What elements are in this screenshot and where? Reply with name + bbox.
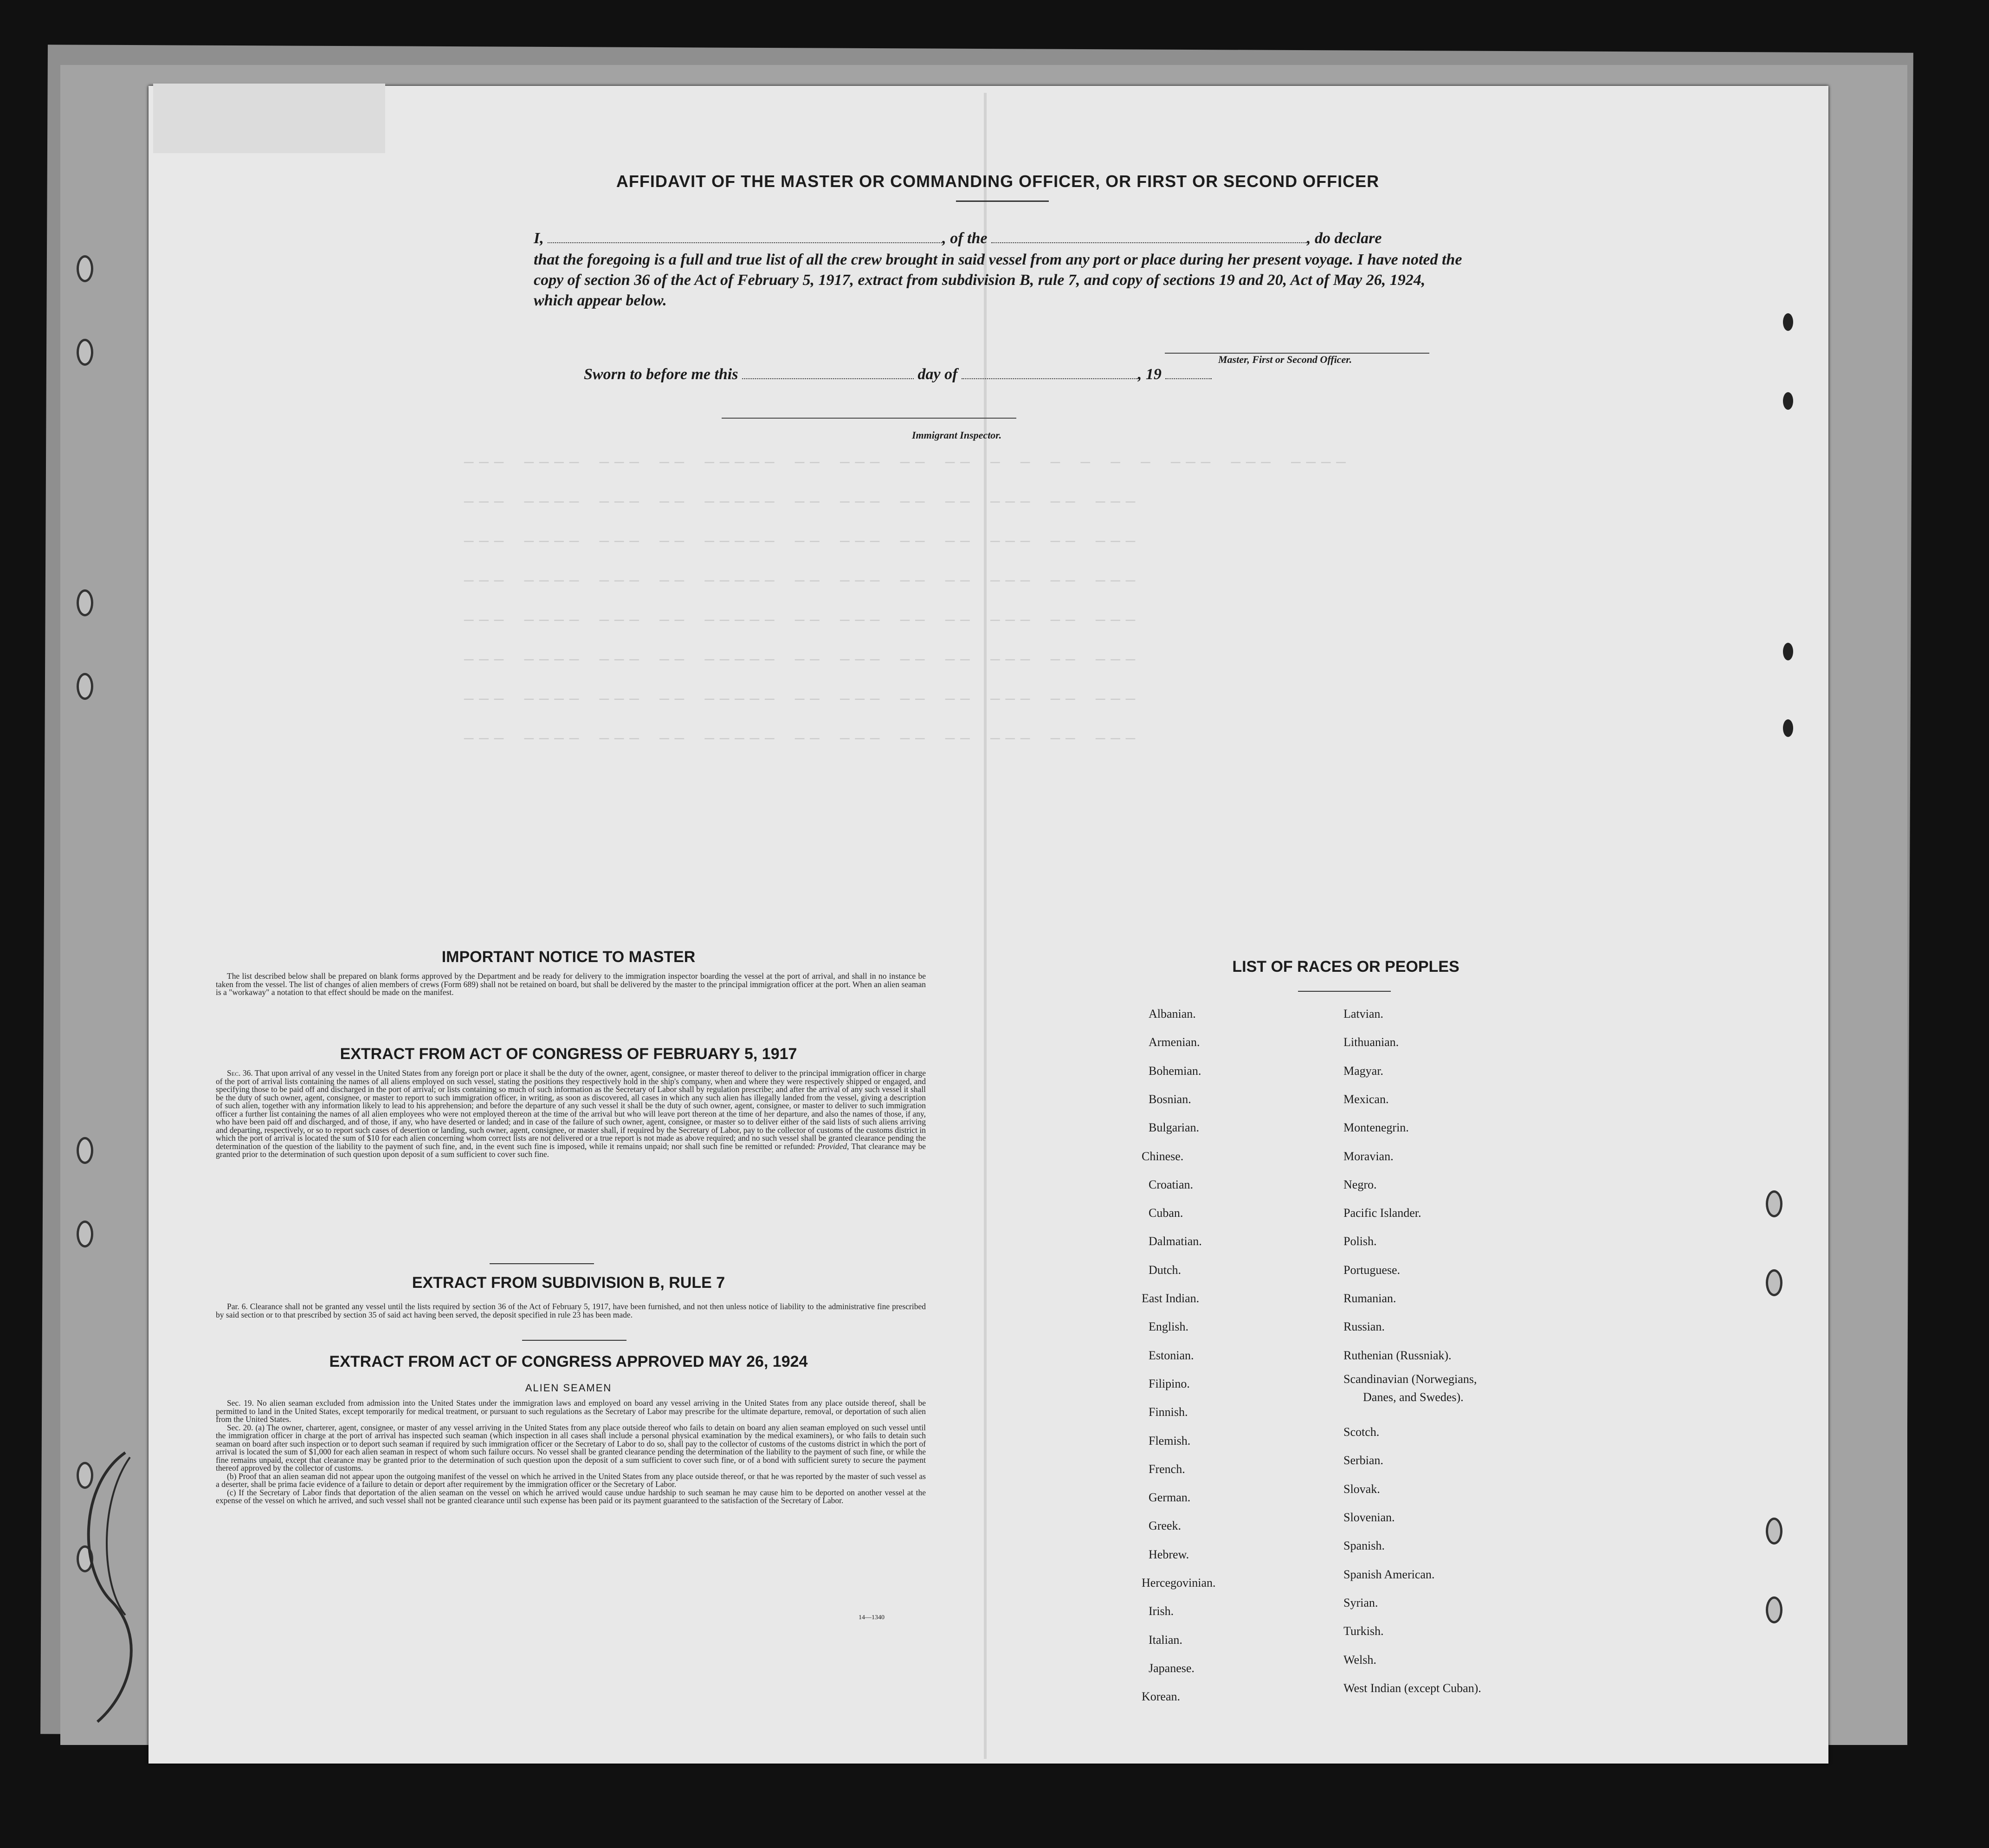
race-item: Scandinavian (Norwegians, bbox=[1343, 1372, 1477, 1386]
sec-20a-paragraph: Sec. 20. (a) The owner, charterer, agent, consignee, or master of any vessel arriving in the United States from any place outside thereof who fails to detain on board any alien seaman employed on such vessel until the immigration officer in charge at the port of arrival has inspected such seaman (which inspection in all cases shall include a personal physical examination by the medical examiners), or who fails to detain such seaman on board after such inspection or to deport such seaman if required by such immigration officer or the Secretary of Labor to do so, shall pay to the collector of customs of the customs district in which the port of arrival is located the sum of $1,000 for each alien seaman in respect of whom such failure occurs. No vessel shall be granted clearance pending the determination of the liability to the payment of such fine, or while the fine remains unpaid, except that clearance may be granted prior to the determination of such question upon the deposit of a sum sufficient to cover such fine, or of a bond with sufficient surety to secure the payment thereof approved by the collector of customs. bbox=[216, 1422, 926, 1473]
race-item: Serbian. bbox=[1343, 1454, 1383, 1467]
race-item: Syrian. bbox=[1343, 1596, 1378, 1609]
race-item: Cuban. bbox=[1149, 1206, 1183, 1220]
sec-19-paragraph: Sec. 19. No alien seaman excluded from admission into the United States under the immigration laws and employed on board any vessel arriving in the United States from any place outside thereof, shall be permitted to land in the United States, except temporarily for medical treatment, or pursuant to such regulations as the Secretary of Labor may prescribe for the ultimate departure, removal, or deportation of such alien from the United States. bbox=[216, 1398, 926, 1424]
race-item: English. bbox=[1149, 1320, 1188, 1334]
race-item: Russian. bbox=[1343, 1320, 1385, 1334]
paper-tab bbox=[153, 84, 385, 153]
inspector-signature-line[interactable] bbox=[722, 418, 1016, 419]
extract-1917-text bbox=[216, 1069, 926, 1159]
race-item: Korean. bbox=[1142, 1690, 1181, 1704]
race-item: Welsh. bbox=[1343, 1653, 1376, 1667]
section-36-text: That upon arrival of any vessel in the United States from any foreign port or place it shall be the duty of the owner, agent, consignee, or master thereof to deliver to the principal immigration officer in charge of the port of arrival lists containing the names of all aliens employed on such vessel, stating the positions they respectively hold in the ship's company, when and where they were respectively shipped or engaged, and specifying those to be paid off and discharged in the port of arrival; or lists containing so much of such information as the Secretary of Labor shall by regulation prescribe; and after the arrival of any such vessel it shall be the duty of such owner, agent, consignee, or master to report to such immigration officer, in writing, as soon as discovered, all cases in which any such alien has illegally landed from the vessel, giving a description of such alien, together with any information likely to lead to his apprehension; and before the departure of any such vessel it shall be the duty of such owner, agent, consignee, or master to deliver to such immigration officer a further list containing the names of all alien employees who were not employed thereon at the time of the arrival but who will leave port thereon at the time of her departure, and also the names of those, if any, who have been paid off and discharged, and of those, if any, who have deserted or landed; and in case of the failure of such owner, agent, consignee, or master so to deliver either of the said lists of such aliens arriving and departing, respectively, or so to report such cases of desertion or landing, such owner, agent, consignee, or master shall, if required by the Secretary of Labor, pay to the collector of customs of the customs district in which the port of arrival is located the sum of $10 for each alien concerning whom correct lists are not delivered or a true report is not made as above required; and no such vessel shall be granted clearance pending the determination of the question of the liability to the payment of such fine, and, in the event such fine is imposed, while it remains unpaid; nor shall such fine be remitted or refunded: bbox=[216, 1068, 926, 1151]
race-item: Estonian. bbox=[1149, 1348, 1194, 1362]
race-item: Dalmatian. bbox=[1149, 1234, 1202, 1248]
sec-20b-paragraph: (b) Proof that an alien seaman did not appear upon the outgoing manifest of the vessel on which he arrived in the United States from any place outside thereof, or that he was reported by the master of such vessel as a deserter, shall be prima facie evidence of a failure to detain or deport after requirement by the immigration officer or the Secretary of Labor. bbox=[216, 1471, 926, 1489]
affidavit-title: AFFIDAVIT OF THE MASTER OR COMMANDING OFFICER, OR FIRST OR SECOND OFFICER bbox=[616, 172, 1380, 191]
document-page bbox=[149, 86, 1828, 1764]
punch-hole bbox=[1783, 313, 1793, 331]
extract-rule7-text bbox=[216, 1303, 926, 1319]
race-item: Bohemian. bbox=[1149, 1064, 1201, 1078]
page-fold bbox=[984, 93, 987, 1759]
punch-hole bbox=[1766, 1190, 1782, 1217]
race-item: Italian. bbox=[1149, 1633, 1182, 1647]
year-prefix-label: , 19 bbox=[1137, 366, 1162, 383]
divider bbox=[490, 1263, 594, 1264]
punch-hole bbox=[77, 589, 93, 616]
punch-hole bbox=[1783, 719, 1793, 737]
master-signature-caption: Master, First or Second Officer. bbox=[1218, 354, 1352, 365]
race-item: Latvian. bbox=[1343, 1007, 1383, 1021]
race-item: Scotch. bbox=[1343, 1425, 1380, 1439]
race-item: Dutch. bbox=[1149, 1263, 1182, 1277]
races-title: LIST OF RACES OR PEOPLES bbox=[1232, 958, 1459, 976]
race-item: West Indian (except Cuban). bbox=[1343, 1681, 1481, 1695]
race-item: Pacific Islander. bbox=[1343, 1206, 1421, 1220]
divider bbox=[956, 200, 1049, 202]
punch-hole bbox=[77, 673, 93, 700]
race-item: Japanese. bbox=[1149, 1661, 1195, 1675]
race-item: Rumanian. bbox=[1343, 1292, 1396, 1305]
punch-hole bbox=[77, 1137, 93, 1164]
extract-rule7-title: EXTRACT FROM SUBDIVISION B, RULE 7 bbox=[412, 1274, 725, 1292]
race-item: Slovenian. bbox=[1343, 1511, 1395, 1524]
race-item: Montenegrin. bbox=[1343, 1121, 1409, 1135]
punch-hole bbox=[77, 339, 93, 366]
race-item: Irish. bbox=[1149, 1604, 1174, 1618]
punch-hole bbox=[1783, 643, 1793, 660]
affidavit-declare-label: , do declare bbox=[1307, 230, 1382, 247]
race-item: Bosnian. bbox=[1149, 1092, 1191, 1106]
affidavit-section bbox=[603, 172, 1392, 191]
race-item: Bulgarian. bbox=[1149, 1121, 1200, 1135]
day-of-label: day of bbox=[917, 366, 958, 383]
race-item: Portuguese. bbox=[1343, 1263, 1401, 1277]
extract-1917-title: EXTRACT FROM ACT OF CONGRESS OF FEBRUARY 5, 1917 bbox=[340, 1045, 797, 1063]
race-item: Magyar. bbox=[1343, 1064, 1383, 1078]
race-item: Finnish. bbox=[1149, 1405, 1188, 1419]
extract-1924-title: EXTRACT FROM ACT OF CONGRESS APPROVED MAY 26, 1924 bbox=[329, 1353, 808, 1370]
race-item: Ruthenian (Russniak). bbox=[1343, 1348, 1452, 1362]
inspector-signature-caption: Immigrant Inspector. bbox=[912, 429, 1002, 441]
race-item: German. bbox=[1149, 1491, 1191, 1505]
race-item: Spanish American. bbox=[1343, 1567, 1435, 1581]
notice-title: IMPORTANT NOTICE TO MASTER bbox=[441, 948, 696, 966]
punch-hole bbox=[1783, 392, 1793, 410]
divider bbox=[1298, 991, 1391, 992]
sworn-day-field[interactable] bbox=[742, 378, 914, 379]
race-item: Moravian. bbox=[1343, 1149, 1394, 1163]
punch-hole bbox=[77, 255, 93, 282]
sworn-month-field[interactable] bbox=[962, 378, 1138, 379]
race-item: Lithuanian. bbox=[1343, 1035, 1399, 1049]
punch-hole bbox=[1766, 1518, 1782, 1544]
race-item: Armenian. bbox=[1149, 1035, 1200, 1049]
race-item: Albanian. bbox=[1149, 1007, 1196, 1021]
race-item: Croatian. bbox=[1149, 1177, 1194, 1191]
affidavit-of-the-label: , of the bbox=[942, 230, 988, 247]
race-item: Flemish. bbox=[1149, 1434, 1191, 1447]
race-item: Spanish. bbox=[1343, 1539, 1385, 1553]
race-item: Chinese. bbox=[1142, 1149, 1184, 1163]
race-item: French. bbox=[1149, 1462, 1185, 1476]
race-item: Filipino. bbox=[1149, 1376, 1190, 1390]
punch-hole bbox=[1766, 1269, 1782, 1296]
bleed-through-rows: ─── ──── ─── ── ───── ── ─── ── ── ─ ─ ─ ─ ─ ─ ─── ─── ──── ─── ──── ─── ── ───── ── ─── ── ── ─── ── ─── ─── ──── ─── ── ───── ── ─── ── ── ─── ── ─── ─── ──── ─── ── ───── ── ─── ── ── ─── ── ─── ─── ──── ─── ── ───── ── ─── ── ── ─── ── ─── ─── ──── ─── ── ───── ── ─── ── ── ─── ── ─── ─── ──── ─── ── ───── ── ─── ── ── ─── ── ─── ─── ──── ─── ── ───── ── ─── ── ── ─── ── ─── bbox=[464, 455, 1351, 749]
proviso-text: That clearance may be granted prior to the determination of such question upon deposit of a sum sufficient to cover such fine. bbox=[216, 1141, 926, 1159]
race-item: Polish. bbox=[1343, 1234, 1377, 1248]
sworn-line bbox=[584, 364, 1212, 385]
notice-text bbox=[216, 972, 926, 997]
punch-hole bbox=[1766, 1596, 1782, 1623]
form-number: 14—1340 bbox=[859, 1614, 885, 1621]
affidavit-i-label: I, bbox=[534, 230, 544, 247]
sworn-label: Sworn to before me this bbox=[584, 366, 738, 383]
extract-1924-text bbox=[216, 1399, 926, 1505]
vessel-name-field[interactable] bbox=[991, 242, 1307, 243]
rule7-paragraph: Par. 6. Clearance shall not be granted any vessel until the lists required by section 36 of the Act of February 5, 1917, have been furnished, and not then unless notice of liability to the administrative fine prescribed by said section or to that prescribed by section 35 of said act having been served, the deposit specified in rule 23 has been made. bbox=[216, 1302, 926, 1319]
binding-string bbox=[70, 1448, 162, 1726]
sec-20c-paragraph: (c) If the Secretary of Labor finds that deportation of the alien seaman on the vessel on which he arrived would cause undue hardship to such seaman he may cause him to be deported on another vessel at the expense of the vessel on which he arrived, and such vessel shall not be granted clearance until such expense has been paid or its payment guaranteed to the satisfaction of the Secretary of Labor. bbox=[216, 1487, 926, 1505]
extract-1917-paragraph bbox=[216, 1069, 926, 1159]
officer-name-field[interactable] bbox=[548, 242, 942, 243]
punch-hole bbox=[77, 1221, 93, 1247]
notice-paragraph: The list described below shall be prepared on blank forms approved by the Department and be ready for delivery to the immigration inspector boarding the vessel at the port of arrival, and shall in no instance be taken from the vessel. The list of changes of alien members of crews (Form 689) shall not be retained on board, but shall be delivered by the master to the principal immigration officer at the port. When an alien seaman is a "workaway" a notation to that effect should be made on the manifest. bbox=[216, 971, 926, 997]
race-item: Negro. bbox=[1343, 1177, 1377, 1191]
divider bbox=[522, 1340, 626, 1341]
section-label: Sec. 36. bbox=[227, 1068, 253, 1078]
race-item: Hebrew. bbox=[1149, 1547, 1189, 1561]
race-item: Danes, and Swedes). bbox=[1363, 1390, 1464, 1404]
sworn-year-field[interactable] bbox=[1165, 378, 1212, 379]
race-item: Greek. bbox=[1149, 1519, 1182, 1533]
race-item: Hercegovinian. bbox=[1142, 1576, 1216, 1590]
race-item: Mexican. bbox=[1343, 1092, 1389, 1106]
proviso-label: Provided, bbox=[817, 1141, 849, 1151]
affidavit-declaration bbox=[534, 228, 1466, 311]
race-item: Slovak. bbox=[1343, 1482, 1380, 1496]
affidavit-body: that the foregoing is a full and true list of all the crew brought in said vessel from any port or place during her present voyage. I have noted the copy of section 36 of the Act of February 5, 1917, extract from subdivision B, rule 7, and copy of sections 19 and 20, Act of May 26, 1924, which appear below. bbox=[534, 251, 1462, 309]
alien-seamen-subtitle: ALIEN SEAMEN bbox=[525, 1382, 612, 1394]
race-item: Turkish. bbox=[1343, 1624, 1384, 1638]
race-item: East Indian. bbox=[1142, 1292, 1200, 1305]
